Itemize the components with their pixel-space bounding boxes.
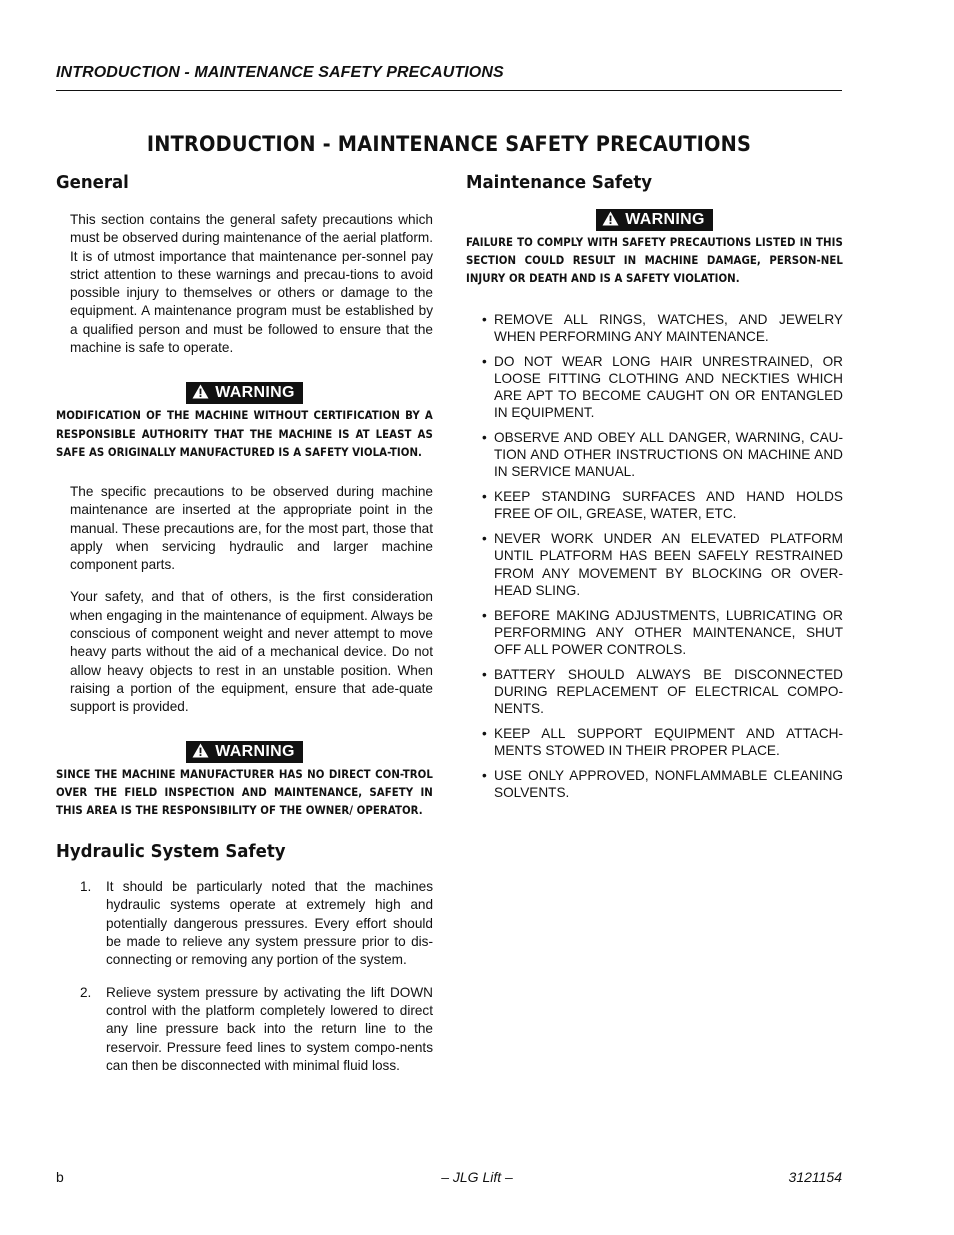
maintenance-safety-list	[466, 311, 843, 802]
bullet: •	[482, 489, 487, 505]
footer-publisher: – JLG Lift –	[441, 1169, 513, 1185]
list-item	[466, 767, 843, 801]
warning-callout-2	[56, 741, 433, 763]
general-paragraph-2: The specific precautions to be observed during machine maintenance are inserted at the appropriate point in the manual. These precautions are, for the most part, those that apply when servicing hydraulic and larger machine component parts.	[70, 483, 433, 573]
warning-text-2: SINCE THE MACHINE MANUFACTURER HAS NO DIRECT CON-TROL OVER THE FIELD INSPECTION AND MAINTENANCE, SAFETY IN THIS AREA IS THE RESPONSIBILITY OF THE OWNER/ OPERATOR.	[56, 766, 433, 817]
warning-badge	[186, 382, 302, 404]
list-item	[466, 488, 843, 522]
general-intro-paragraph: This section contains the general safety precautions which must be observed during maintenance of the aerial platform. It is of utmost importance that maintenance per-sonnel pay strict attention to these warnings and precau-tions to avoid possible injury to themselves or others or damage to the equipment. A maintenance program must be established by a qualified person and must be followed to ensure that the machine is safe to operate.	[70, 212, 433, 356]
bullet: •	[482, 607, 487, 623]
warning-badge	[596, 209, 712, 231]
bullet-text: OBSERVE AND OBEY ALL DANGER, WARNING, CAU-TION AND OTHER INSTRUCTIONS ON MACHINE AND IN SERVICE MANUAL.	[494, 430, 843, 480]
list-item	[466, 607, 843, 659]
warning-triangle-icon	[602, 211, 619, 226]
bullet-text: BEFORE MAKING ADJUSTMENTS, LUBRICATING OR PERFORMING ANY OTHER MAINTENANCE, SHUT OFF ALL POWER CONTROLS.	[494, 607, 843, 658]
warning-triangle-icon	[192, 743, 209, 758]
bullet-text: KEEP STANDING SURFACES AND HAND HOLDS FREE OF OIL, GREASE, WATER, ETC.	[494, 489, 843, 522]
list-item	[466, 311, 843, 345]
warning-text-1: MODIFICATION OF THE MACHINE WITHOUT CERTIFICATION BY A RESPONSIBLE AUTHORITY THAT THE MACHINE IS AT LEAST AS SAFE AS ORIGINALLY MANUFACTURED IS A SAFETY VIOLA-TION.	[56, 408, 433, 459]
step-number: 2.	[80, 984, 92, 1000]
bullet: •	[482, 666, 487, 682]
warning-label: WARNING	[215, 384, 295, 402]
bullet-text: KEEP ALL SUPPORT EQUIPMENT AND ATTACH-MENTS STOWED IN THEIR PROPER PLACE.	[494, 726, 843, 759]
header-rule	[56, 90, 842, 91]
warning-callout-3	[466, 209, 843, 231]
list-item	[56, 878, 433, 969]
bullet-text: BATTERY SHOULD ALWAYS BE DISCONNECTED DURING REPLACEMENT OF ELECTRICAL COMPO-NENTS.	[494, 666, 843, 717]
warning-label: WARNING	[215, 742, 295, 760]
footer-doc-number: 3121154	[788, 1169, 842, 1185]
bullet: •	[482, 353, 487, 369]
bullet: •	[482, 726, 487, 742]
warning-label: WARNING	[625, 211, 705, 228]
bullet: •	[482, 430, 487, 446]
step-text: Relieve system pressure by activating the lift DOWN control with the platform completely lowered to direct any line pressure back into the return line to the reservoir. Pressure feed lines to system compo-nents can then be disconnected with minimal fluid loss.	[106, 984, 433, 1073]
bullet-text: NEVER WORK UNDER AN ELEVATED PLATFORM UNTIL PLATFORM HAS BEEN SAFELY RESTRAINED FROM ANY MOVEMENT BY BLOCKING OR OVER-HEAD SLING.	[494, 531, 843, 598]
warning-callout-1	[56, 382, 433, 404]
section-heading-maintenance: Maintenance Safety	[466, 172, 653, 193]
warning-text-3: FAILURE TO COMPLY WITH SAFETY PRECAUTIONS LISTED IN THIS SECTION COULD RESULT IN MACHINE DAMAGE, PERSON-NEL INJURY OR DEATH AND IS A SAFETY VIOLATION.	[466, 235, 843, 286]
left-column	[56, 172, 433, 1075]
hydraulic-steps-list	[56, 878, 433, 1075]
bullet-text: DO NOT WEAR LONG HAIR UNRESTRAINED, OR LOOSE FITTING CLOTHING AND NECKTIES WHICH ARE APT TO BECOME CAUGHT ON OR ENTANGLED IN EQUIPMENT.	[494, 353, 843, 421]
page-title: INTRODUCTION - MAINTENANCE SAFETY PRECAUTIONS	[146, 132, 752, 156]
section-heading-general: General	[56, 172, 129, 193]
list-item	[466, 429, 843, 481]
bullet: •	[482, 311, 487, 327]
section-heading-hydraulic: Hydraulic System Safety	[56, 841, 286, 863]
bullet: •	[482, 531, 487, 547]
list-item	[466, 725, 843, 759]
list-item	[466, 666, 843, 718]
list-item	[466, 530, 843, 599]
running-header: INTRODUCTION - MAINTENANCE SAFETY PRECAUTIONS	[56, 64, 504, 81]
step-number: 1.	[80, 879, 92, 895]
warning-triangle-icon	[192, 384, 209, 399]
bullet-text: USE ONLY APPROVED, NONFLAMMABLE CLEANING SOLVENTS.	[494, 768, 843, 801]
warning-badge	[186, 741, 302, 763]
step-text: It should be particularly noted that the machines hydraulic systems operate at extremely high and potentially dangerous pressures. Every effort should be made to relieve any system pressure prior to dis-connecting or removing any portion of the system.	[106, 879, 433, 968]
right-column	[466, 172, 843, 809]
general-paragraph-3: Your safety, and that of others, is the first consideration when engaging in the maintenance of equipment. Always be conscious of component weight and never attempt to move heavy parts without the aid of a mechanical device. Do not allow heavy objects to rest in an unstable position. When raising a portion of the equipment, ensure that ade-quate support is provided.	[70, 589, 433, 715]
footer-page-letter: b	[56, 1169, 64, 1185]
bullet-text: REMOVE ALL RINGS, WATCHES, AND JEWELRY WHEN PERFORMING ANY MAINTENANCE.	[494, 311, 843, 344]
list-item	[466, 353, 843, 422]
list-item	[56, 984, 433, 1075]
bullet: •	[482, 768, 487, 784]
